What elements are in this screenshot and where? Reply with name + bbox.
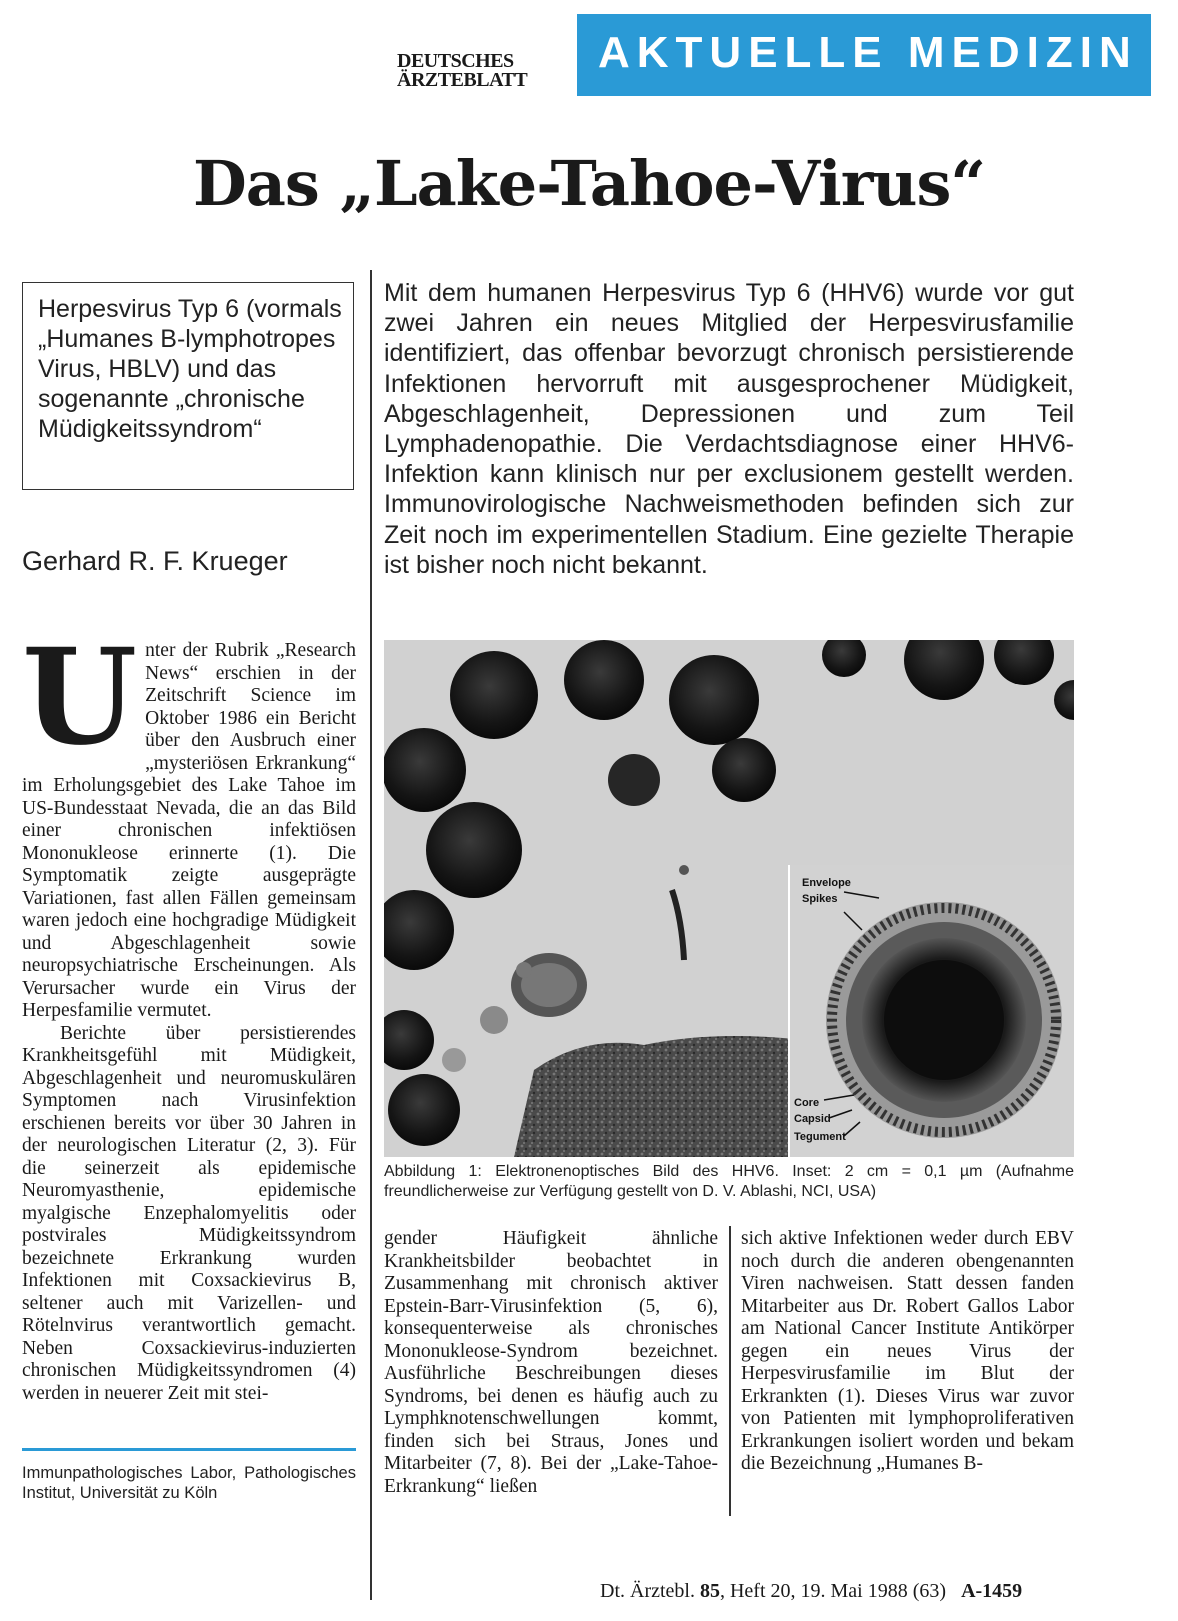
footer-issue: , Heft 20, 19. Mai 1988 (63) <box>719 1580 947 1602</box>
author-affiliation: Immunpathologisches Labor, Pathologisches Institut, Universität zu Köln <box>22 1464 356 1502</box>
page-footer <box>600 1580 1022 1603</box>
electron-micrograph <box>384 640 1074 1157</box>
body-column-2 <box>384 1228 718 1498</box>
inset-label-envelope: Envelope <box>802 877 851 889</box>
section-title: AKTUELLE MEDIZIN <box>598 28 1138 77</box>
paragraph-column-2: gender Häufigkeit ähnliche Krankheitsbilder beobachtet in Zusammenhang mit chronisch aktiver Epstein-Barr-Virusinfektion (5, 6), konsequenterweise als chronisches Mononukleose-Syndrom bezeichnet. Ausführliche Beschreibungen dieses Syndroms, bei denen es häufig auch zu Lymphknotenschwellungen kommt, finden sich bei Straus, Jones und Mitarbeiter (7, 8). Bei der „Lake-Tahoe-Erkrankung“ ließen <box>384 1228 718 1497</box>
journal-logo <box>397 52 567 90</box>
inset-label-spikes: Spikes <box>802 893 838 905</box>
drop-cap: U <box>22 620 138 775</box>
footer-page-number: A-1459 <box>961 1580 1023 1602</box>
paragraph-column-3: sich aktive Infektionen weder durch EBV noch durch die anderen obengenannten Viren nachweisen. Statt dessen fanden Mitarbeiter aus Dr. Robert Gallos Labor am National Cancer Institute Antikörper gegen ein neues Virus der Herpesvirusfamilie im Blut der Erkrankten (1). Dieses Virus war zuvor von Patienten mit lymphoproliferativen Erkrankungen isoliert worden und bekam die Bezeichnung „Humanes B- <box>741 1228 1074 1474</box>
author-name: Gerhard R. F. Krueger <box>22 546 288 576</box>
body-column-1 <box>22 620 356 1405</box>
journal-name-line2: ÄRZTEBLATT <box>397 69 528 91</box>
body-column-3 <box>741 1228 1074 1476</box>
micrograph-image <box>384 640 1074 1157</box>
column-divider <box>370 270 372 1600</box>
footer-volume: 85 <box>699 1580 720 1602</box>
column-divider-bottom <box>729 1226 731 1516</box>
inset-label-tegument: Tegument <box>794 1131 846 1143</box>
figure-caption: Abbildung 1: Elektronenoptisches Bild des HHV6. Inset: 2 cm = 0,1 µm (Aufnahme freundlicherweise zur Verfügung gestellt von D. V. Ablashi, NCI, USA) <box>384 1163 1074 1200</box>
abstract: Mit dem humanen Herpesvirus Typ 6 (HHV6) wurde vor gut zwei Jahren ein neues Mitglied der Herpesvirusfamilie identifiziert, das offenbar bevorzugt chronisch persistierende Infektionen hervorruft mit ausgesprochener Müdigkeit, Abgeschlagenheit, Depressionen und zum Teil Lymphadenopathie. Die Verdachtsdiagnose einer HHV6-Infektion kann klinisch nur per exclusionem gestellt werden. Immunovirologische Nachweismethoden befinden sich zur Zeit noch im experimentellen Stadium. Eine gezielte Therapie ist bisher noch nicht bekannt. <box>384 279 1074 579</box>
inset-label-capsid: Capsid <box>794 1113 831 1125</box>
paragraph-intro: nter der Rubrik „Research News“ erschien in der Zeitschrift Science im Oktober 1986 ein Bericht über den Ausbruch einer „mysteriösen Erkrankung“ im Erholungsgebiet des Lake Tahoe im US-Bundesstaat Nevada, die an das Bild einer chronischen infektiösen Mononukleose erinnerte (1). Die Symptomatik zeigte ausgeprägte Variationen, fast allen Fällen gemeinsam waren jedoch eine hochgradige Müdigkeit und Abgeschlagenheit sowie neuropsychiatrische Erscheinungen. Als Verursacher wurde ein Virus der Herpesfamilie vermutet. <box>22 640 356 1021</box>
article-title: Das „Lake-Tahoe-Virus“ <box>192 147 986 220</box>
footer-journal: Dt. Ärztebl. <box>600 1580 695 1602</box>
article-subtitle: Herpesvirus Typ 6 (vormals „Humanes B-lymphotropes Virus, HBLV) und das sogenannte „chronische Müdigkeitssyndrom“ <box>38 295 342 443</box>
inset-label-core: Core <box>794 1097 820 1109</box>
journal-name-line1: DEUTSCHES <box>397 50 514 72</box>
paragraph-history: Berichte über persistierendes Krankheitsgefühl mit Müdigkeit, Abgeschlagenheit und neuromuskulären Symptomen nach Virusinfektion erschienen bereits vor über 30 Jahren in der neurologischen Literatur (2, 3). Für die seinerzeit als epidemische Neuromyasthenie, epidemische myalgische Enzephalomyelitis oder postvirales Müdigkeitssyndrom bezeichnete Erkrankung wurden Infektionen mit Coxsackievirus B, seltener auch mit Varizellen- und Rötelnvirus verantwortlich gemacht. Neben Coxsackievirus-induzierten chronischen Müdigkeitssyndromen (4) werden in neuerer Zeit mit stei- <box>22 1022 356 1404</box>
footnote-rule <box>22 1448 356 1451</box>
